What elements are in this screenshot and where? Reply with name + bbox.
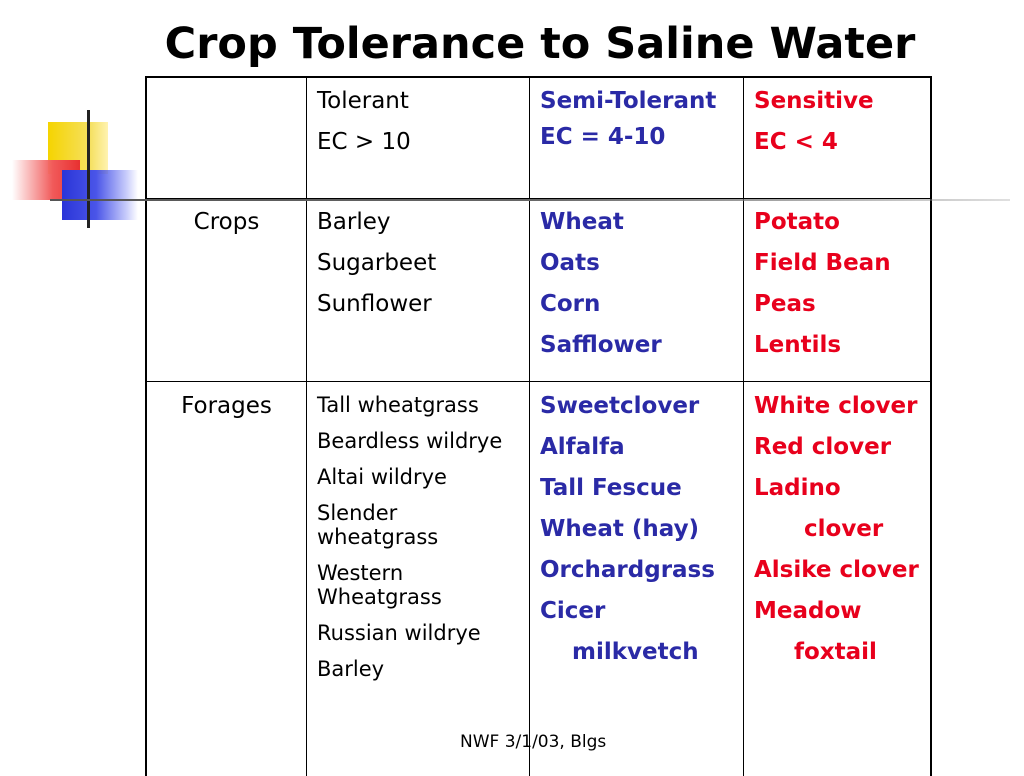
row-label-text: Crops xyxy=(193,209,260,235)
list-item: Cicer xyxy=(540,598,606,624)
header-semi-tolerant-label: Semi-Tolerant xyxy=(540,88,717,114)
list-item: Slender wheatgrass xyxy=(317,501,439,549)
list-item: Altai wildrye xyxy=(317,465,447,489)
list-item: Wheat xyxy=(540,209,624,235)
list-item: Tall wheatgrass xyxy=(317,393,479,417)
list-item: Sweetclover xyxy=(540,393,700,419)
header-sensitive xyxy=(744,88,932,170)
list-item: Oats xyxy=(540,250,600,276)
list-item: Alfalfa xyxy=(540,434,625,460)
crops-semi-tolerant xyxy=(530,209,743,373)
list-item: Alsike clover xyxy=(754,557,919,583)
list-item: Peas xyxy=(754,291,816,317)
list-item: Lentils xyxy=(754,332,842,358)
header-sensitive-ec: EC < 4 xyxy=(754,129,838,155)
header-tolerant-ec: EC > 10 xyxy=(317,129,411,155)
list-item: foxtail xyxy=(794,639,877,665)
slide-footer: NWF 3/1/03, Blgs xyxy=(460,732,607,752)
row-label-forages xyxy=(147,393,306,434)
header-sensitive-label: Sensitive xyxy=(754,88,874,114)
list-item: Red clover xyxy=(754,434,892,460)
list-item: Wheat (hay) xyxy=(540,516,700,542)
row-label-crops xyxy=(147,209,306,250)
header-tolerant xyxy=(307,88,529,170)
list-item: Orchardgrass xyxy=(540,557,715,583)
list-item: Potato xyxy=(754,209,840,235)
list-item: Meadow xyxy=(754,598,862,624)
crops-tolerant xyxy=(307,209,529,332)
list-item: Tall Fescue xyxy=(540,475,682,501)
forages-semi-tolerant xyxy=(530,393,743,680)
table-row-divider xyxy=(147,381,930,382)
list-item: Barley xyxy=(317,657,385,681)
list-item: Beardless wildrye xyxy=(317,429,503,453)
list-item: Ladino xyxy=(754,475,841,501)
row-label-text: Forages xyxy=(181,393,272,419)
list-item: Barley xyxy=(317,209,391,235)
header-semi-tolerant xyxy=(530,88,743,165)
tolerance-table xyxy=(145,76,932,776)
list-item: White clover xyxy=(754,393,918,419)
list-item: Field Bean xyxy=(754,250,891,276)
list-item: Safflower xyxy=(540,332,662,358)
crops-sensitive xyxy=(744,209,932,373)
forages-tolerant xyxy=(307,393,529,693)
list-item: Sugarbeet xyxy=(317,250,437,276)
list-item: Sunflower xyxy=(317,291,432,317)
list-item: Russian wildrye xyxy=(317,621,481,645)
list-item: Western Wheatgrass xyxy=(317,561,442,609)
header-tolerant-label: Tolerant xyxy=(317,88,409,114)
header-semi-tolerant-ec: EC = 4-10 xyxy=(540,124,666,150)
decorative-blue-square xyxy=(62,170,138,220)
slide-title: Crop Tolerance to Saline Water xyxy=(164,19,916,69)
decorative-horizontal-line xyxy=(50,199,1010,201)
forages-sensitive xyxy=(744,393,932,680)
list-item: milkvetch xyxy=(572,639,699,665)
list-item: clover xyxy=(804,516,884,542)
list-item: Corn xyxy=(540,291,601,317)
decorative-vertical-line xyxy=(87,110,90,228)
